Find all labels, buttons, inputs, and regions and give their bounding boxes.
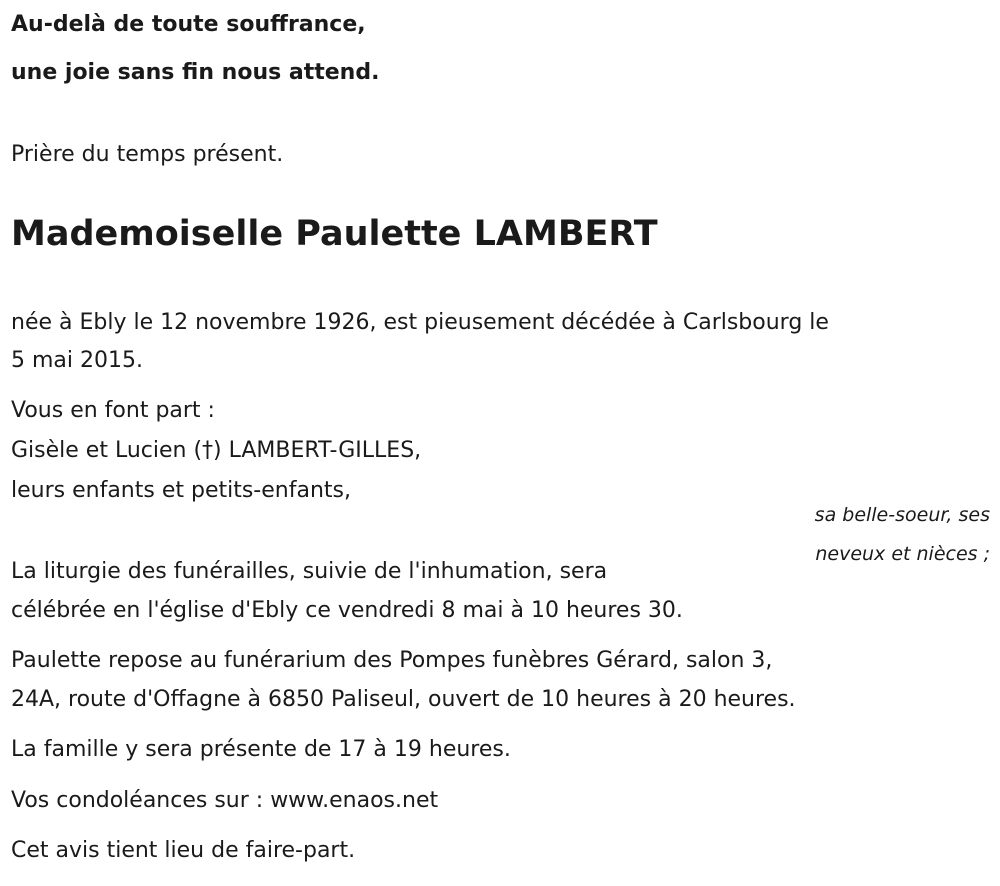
funeral-line-2: célébrée en l'église d'Ebly ce vendredi 8 mai à 10 heures 30. bbox=[11, 598, 683, 623]
family-side-line-2: neveux et nièces ; bbox=[815, 543, 990, 565]
family-intro: Vous en font part : bbox=[11, 398, 215, 423]
family-presence: La famille y sera présente de 17 à 19 heures. bbox=[11, 737, 511, 762]
prayer-line: Prière du temps présent. bbox=[11, 142, 284, 167]
family-line-2: leurs enfants et petits-enfants, bbox=[11, 478, 351, 503]
repose-line-2: 24A, route d'Offagne à 6850 Paliseul, ouvert de 10 heures à 20 heures. bbox=[11, 687, 796, 712]
epigraph-line-2: une joie sans fin nous attend. bbox=[11, 60, 380, 85]
notice-line: Cet avis tient lieu de faire-part. bbox=[11, 838, 356, 863]
family-line-1: Gisèle et Lucien (†) LAMBERT-GILLES, bbox=[11, 438, 422, 463]
condolences-line: Vos condoléances sur : www.enaos.net bbox=[11, 788, 439, 813]
deceased-name: Mademoiselle Paulette LAMBERT bbox=[11, 214, 658, 254]
funeral-line-1: La liturgie des funérailles, suivie de l'inhumation, sera bbox=[11, 559, 608, 584]
epigraph-line-1: Au-delà de toute souffrance, bbox=[11, 12, 366, 37]
family-side-line-1: sa belle-soeur, ses bbox=[814, 504, 990, 526]
birth-death-line-2: 5 mai 2015. bbox=[11, 348, 143, 373]
repose-line-1: Paulette repose au funérarium des Pompes funèbres Gérard, salon 3, bbox=[11, 648, 773, 673]
birth-death-line-1: née à Ebly le 12 novembre 1926, est pieusement décédée à Carlsbourg le bbox=[11, 310, 829, 335]
